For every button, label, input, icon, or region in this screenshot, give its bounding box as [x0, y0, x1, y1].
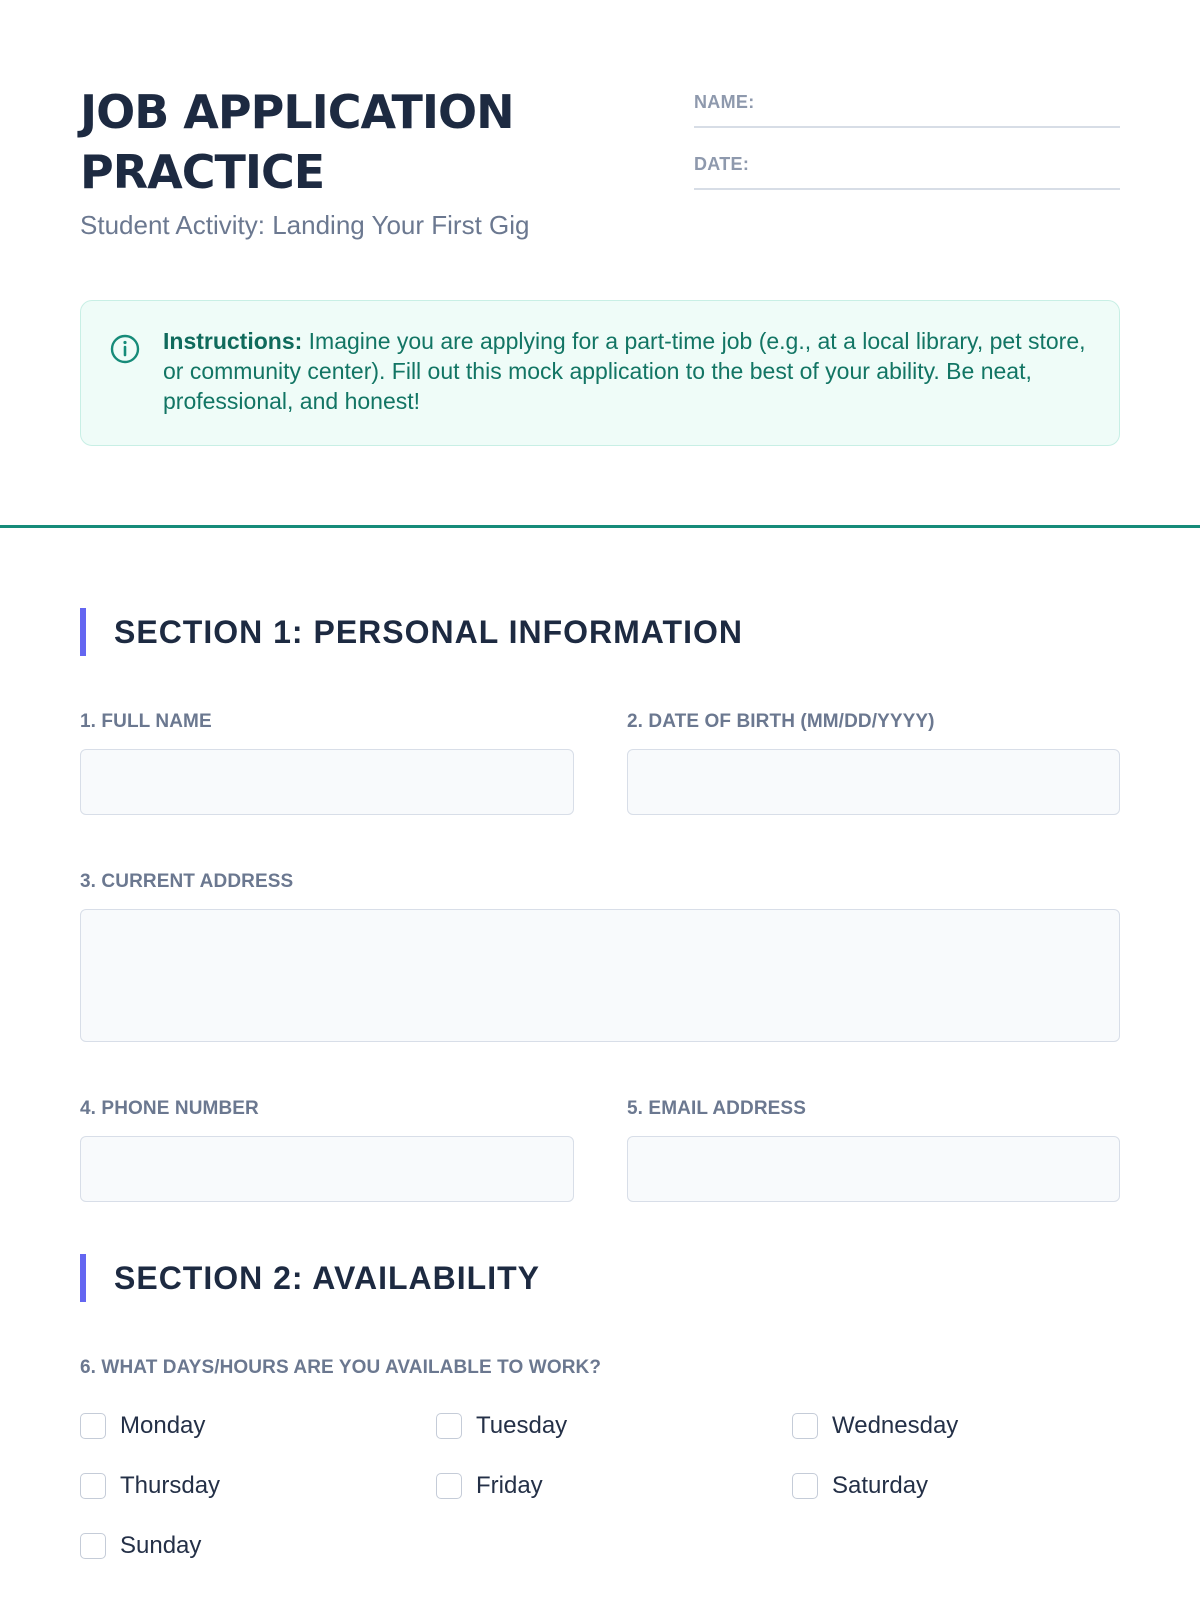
instructions-callout	[80, 300, 1120, 446]
tuesday-label: Tuesday	[476, 1412, 568, 1439]
section-1-title: SECTION 1: PERSONAL INFORMATION	[114, 614, 743, 650]
page-subtitle: Student Activity: Landing Your First Gig	[80, 210, 530, 240]
instructions-lead: Instructions:	[163, 328, 303, 354]
full-name-input[interactable]	[80, 749, 574, 815]
tuesday-checkbox[interactable]	[436, 1413, 462, 1439]
thursday-checkbox[interactable]	[80, 1473, 106, 1499]
student-date-label: DATE:	[694, 154, 750, 174]
page-title	[80, 82, 620, 202]
friday-checkbox[interactable]	[436, 1473, 462, 1499]
day-saturday[interactable]	[792, 1470, 1092, 1502]
availability-question: 6. WHAT DAYS/HOURS ARE YOU AVAILABLE TO WORK?	[80, 1357, 602, 1378]
friday-label: Friday	[476, 1472, 543, 1499]
phone-label: 4. PHONE NUMBER	[80, 1098, 259, 1119]
section-1-heading	[80, 608, 1120, 656]
instructions-body: Imagine you are applying for a part-time job (e.g., at a local library, pet store, or community center). Fill out this mock application to the best of your ability. Be neat, professional, and honest!	[163, 328, 1086, 414]
monday-label: Monday	[120, 1412, 206, 1439]
day-thursday[interactable]	[80, 1470, 380, 1502]
day-tuesday[interactable]	[436, 1410, 736, 1442]
section-divider	[0, 525, 1200, 528]
wednesday-checkbox[interactable]	[792, 1413, 818, 1439]
section-2-heading	[80, 1254, 1120, 1302]
address-input[interactable]	[80, 909, 1120, 1042]
student-name-field[interactable]	[694, 80, 1120, 128]
page-title-line-2: PRACTICE	[80, 145, 325, 199]
day-monday[interactable]	[80, 1410, 380, 1442]
student-name-label: NAME:	[694, 92, 755, 112]
page-header	[80, 80, 1120, 250]
sunday-label: Sunday	[120, 1532, 202, 1559]
saturday-checkbox[interactable]	[792, 1473, 818, 1499]
sunday-checkbox[interactable]	[80, 1533, 106, 1559]
monday-checkbox[interactable]	[80, 1413, 106, 1439]
email-label: 5. EMAIL ADDRESS	[627, 1098, 806, 1119]
dob-label: 2. DATE OF BIRTH (MM/DD/YYYY)	[627, 711, 935, 732]
section-2-title: SECTION 2: AVAILABILITY	[114, 1260, 540, 1296]
wednesday-label: Wednesday	[832, 1412, 959, 1439]
saturday-label: Saturday	[832, 1472, 929, 1499]
day-sunday[interactable]	[80, 1530, 380, 1562]
address-label: 3. CURRENT ADDRESS	[80, 871, 294, 892]
instructions-text	[163, 326, 1098, 416]
info-circle-icon	[109, 333, 141, 365]
thursday-label: Thursday	[120, 1472, 221, 1499]
page-title-line-1: JOB APPLICATION	[80, 85, 514, 139]
student-date-field[interactable]	[694, 142, 1120, 190]
email-input[interactable]	[627, 1136, 1120, 1202]
full-name-label: 1. FULL NAME	[80, 711, 212, 732]
day-wednesday[interactable]	[792, 1410, 1092, 1442]
day-friday[interactable]	[436, 1470, 736, 1502]
phone-input[interactable]	[80, 1136, 574, 1202]
dob-input[interactable]	[627, 749, 1120, 815]
